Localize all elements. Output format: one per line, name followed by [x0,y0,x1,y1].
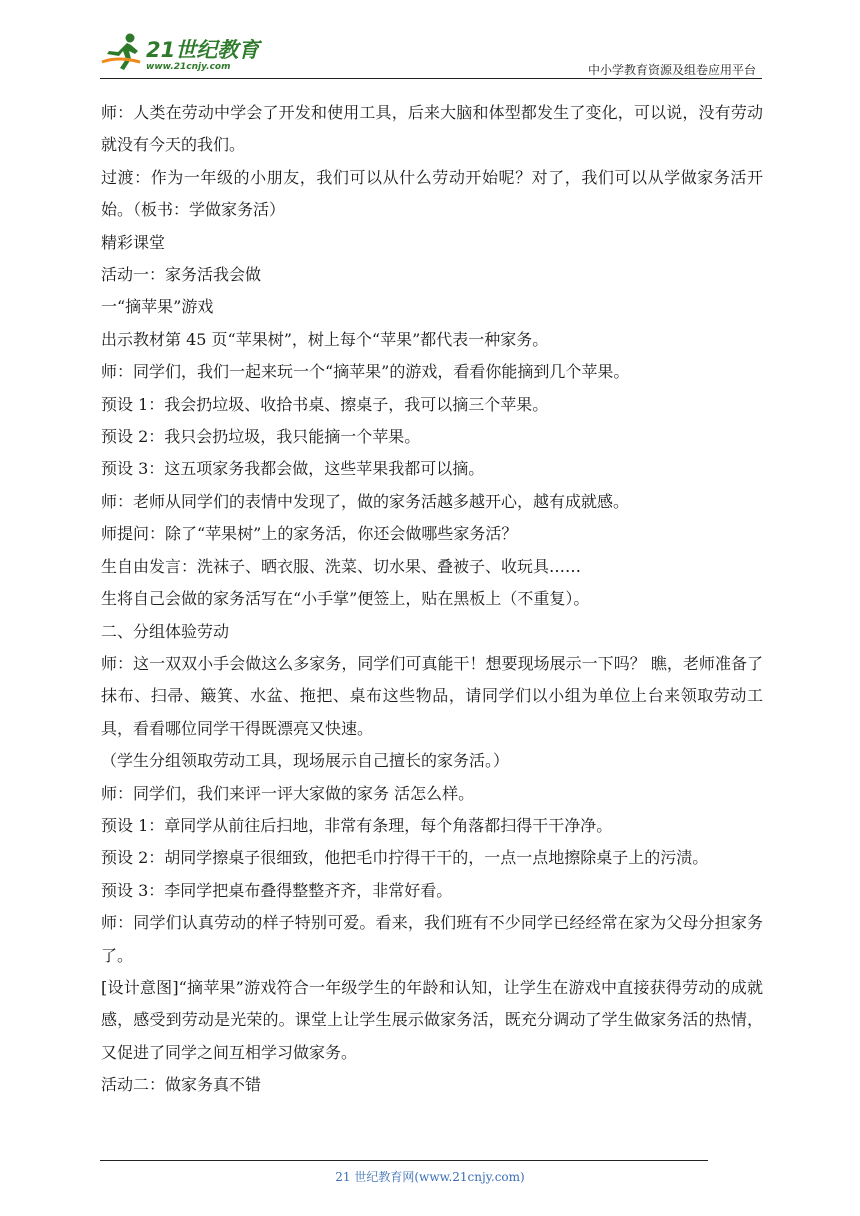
paragraph: 生将自己会做的家务活写在“小手掌”便签上，贴在黑板上（不重复）。 [101,589,590,609]
paragraph: 师提问：除了“苹果树”上的家务活，你还会做哪些家务活？ [101,524,518,544]
section-heading: 活动二：做家务真不错 [101,1075,262,1095]
paragraph: 师：人类在劳动中学会了开发和使用工具，后来大脑和体型都发生了变化，可以说，没有劳动就没有今天的我们。 [101,103,763,155]
paragraph: 预设 2：胡同学擦桌子很细致，他把毛巾拧得干干的，一点一点地擦除桌子上的污渍。 [101,848,709,868]
paragraph: 师：老师从同学们的表情中发现了，做的家务活越多越开心，越有成就感。 [101,491,630,511]
paragraph: 师：同学们认真劳动的样子特别可爱。看来，我们班有不少同学已经经常在家为父母分担家务了。 [101,913,763,965]
section-heading: 精彩课堂 [101,232,166,252]
running-figure-icon [100,32,144,72]
site-logo[interactable] [100,28,270,78]
paragraph: 出示教材第 45 页“苹果树”，树上每个“苹果”都代表一种家务。 [101,329,549,349]
paragraph: 师：同学们，我们来评一评大家做的家务 活怎么样。 [101,783,475,803]
paragraph: 预设 1：我会扔垃圾、收拾书桌、擦桌子，我可以摘三个苹果。 [101,394,549,414]
section-heading: 活动一：家务活我会做 [101,265,262,285]
paragraph: 师：这一双双小手会做这么多家务，同学们可真能干！想要现场展示一下吗？ 瞧，老师准备了抹布、扫帚、簸箕、水盆、拖把、桌布这些物品，请同学们以小组为单位上台来领取劳动工具，看看哪位同学干得既漂亮又快速。 [101,653,763,738]
logo-text: 21世纪教育 [146,38,260,62]
paragraph: 生自由发言：洗袜子、晒衣服、洗菜、切水果、叠被子、收玩具…… [101,556,582,576]
paragraph: 过渡：作为一年级的小朋友，我们可以从什么劳动开始呢？对了，我们可以从学做家务活开始。（板书：学做家务活） [101,167,763,220]
section-heading: 一“摘苹果”游戏 [101,297,214,317]
paragraph: 预设 1：章同学从前往后扫地，非常有条理，每个角落都扫得干干净净。 [101,815,613,835]
design-intent-paragraph: [设计意图]“摘苹果”游戏符合一年级学生的年龄和认知，让学生在游戏中直接获得劳动的成就感，感受到劳动是光荣的。课堂上让学生展示做家务活，既充分调动了学生做家务活的热情，又促进了同学之间互相学习做家务。 [101,977,763,1062]
page-header [100,28,760,80]
paragraph: 师：同学们，我们一起来玩一个“摘苹果”的游戏，看看你能摘到几个苹果。 [101,362,630,382]
document-body [101,97,763,1102]
paragraph: 预设 3：这五项家务我都会做，这些苹果我都可以摘。 [101,459,485,479]
footer-divider [100,1160,708,1161]
paragraph: 预设 3：李同学把桌布叠得整整齐齐，非常好看。 [101,880,453,900]
header-platform-text: 中小学教育资源及组卷应用平台 [587,63,756,77]
logo-url: www.21cnjy.com [146,62,231,72]
paragraph: 预设 2：我只会扔垃圾，我只能摘一个苹果。 [101,427,421,447]
section-heading: 二、分组体验劳动 [101,621,230,641]
header-divider [100,78,762,79]
paragraph: （学生分组领取劳动工具，现场展示自己擅长的家务活。） [101,751,510,771]
footer-link[interactable]: 21 世纪教育网(www.21cnjy.com) [335,1170,525,1184]
